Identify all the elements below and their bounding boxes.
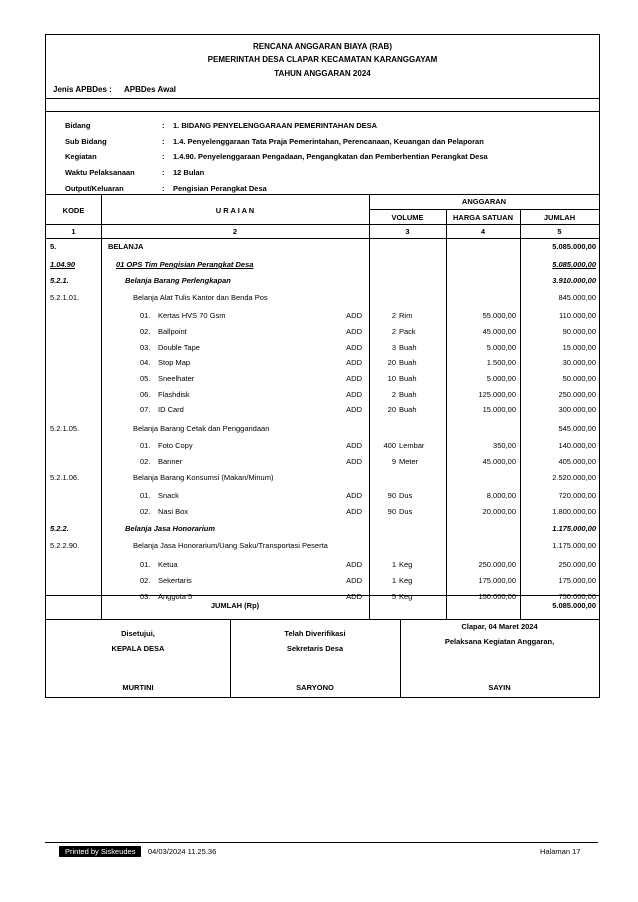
item-add-flag: ADD — [346, 405, 362, 414]
item-amount: 405.000,00 — [558, 457, 596, 466]
item-description: Sneelhater — [158, 374, 195, 383]
item-amount: 30.000,00 — [562, 358, 596, 367]
item-add-flag: ADD — [346, 592, 362, 601]
printed-by-badge: Printed by Siskeudes — [59, 846, 141, 857]
item-add-flag: ADD — [346, 358, 362, 367]
item-unit: Keg — [399, 576, 413, 585]
subbidang-value: 1.4. Penyelenggaraan Tata Praja Pemerintahan, Perencanaan, Keuangan dan Pelaporan — [173, 137, 484, 146]
item-volume: 1 — [391, 560, 396, 569]
item-amount: 110.000,00 — [559, 311, 596, 320]
item-add-flag: ADD — [346, 374, 362, 383]
row-amount: 845.000,00 — [558, 293, 596, 302]
item-volume: 3 — [391, 343, 396, 352]
item-unit-price: 20.000,00 — [482, 507, 516, 516]
item-description: Double Tape — [158, 343, 200, 352]
item-amount: 140.000,00 — [558, 441, 596, 450]
item-number: 03. — [140, 343, 151, 352]
item-unit-price: 250.000,00 — [478, 560, 516, 569]
item-amount: 250.000,00 — [558, 560, 596, 569]
item-unit-price: 150.000,00 — [478, 592, 516, 601]
item-unit-price: 1.500,00 — [486, 358, 516, 367]
item-unit-price: 45.000,00 — [482, 457, 516, 466]
item-number: 03. — [140, 592, 151, 601]
item-description: Stop Map — [158, 358, 191, 367]
row-description: Belanja Barang Konsumsi (Makan/Minum) — [133, 473, 274, 482]
sign-left-line2: KEPALA DESA — [111, 644, 165, 653]
item-unit: Keg — [399, 560, 413, 569]
item-unit-price: 125.000,00 — [478, 390, 516, 399]
item-add-flag: ADD — [346, 457, 362, 466]
item-unit-price: 5.000,00 — [486, 343, 516, 352]
item-volume: 400 — [383, 441, 396, 450]
bidang-label: Bidang — [65, 121, 91, 130]
item-number: 01. — [140, 441, 151, 450]
item-description: ID Card — [158, 405, 184, 414]
item-volume: 90 — [387, 491, 396, 500]
item-unit: Buah — [399, 343, 417, 352]
item-number: 05. — [140, 374, 151, 383]
item-description: Ballpoint — [158, 327, 187, 336]
colon: : — [162, 137, 165, 146]
item-unit-price: 350,00 — [493, 441, 516, 450]
item-number: 01. — [140, 560, 151, 569]
item-amount: 90.000,00 — [562, 327, 596, 336]
item-number: 02. — [140, 457, 151, 466]
item-add-flag: ADD — [346, 441, 362, 450]
row-code: 5.2.1.06. — [50, 473, 80, 482]
item-amount: 720.000,00 — [558, 491, 596, 500]
row-code: 5.2.1. — [50, 276, 69, 285]
document-subtitle: PEMERINTAH DESA CLAPAR KECAMATAN KARANGGAYAM — [207, 55, 438, 64]
row-amount: 5.085.000,00 — [552, 260, 596, 269]
waktu-label: Waktu Pelaksanaan — [65, 168, 135, 177]
sign-right-line2: Pelaksana Kegiatan Anggaran, — [444, 637, 555, 646]
waktu-value: 12 Bulan — [173, 168, 205, 177]
item-add-flag: ADD — [346, 576, 362, 585]
row-description: Belanja Jasa Honorarium — [125, 524, 216, 533]
item-description: Kertas HVS 70 Gsm — [158, 311, 226, 320]
row-description: Belanja Barang Perlengkapan — [125, 276, 231, 285]
document-title: RENCANA ANGGARAN BIAYA (RAB) — [253, 42, 392, 51]
item-unit-price: 55.000,00 — [482, 311, 516, 320]
item-unit-price: 15.000,00 — [482, 405, 516, 414]
item-unit: Lembar — [399, 441, 425, 450]
row-code: 5.2.1.05. — [50, 424, 80, 433]
item-unit-price: 45.000,00 — [482, 327, 516, 336]
item-description: Flashdisk — [158, 390, 190, 399]
item-volume: 20 — [387, 358, 396, 367]
bidang-value: 1. BIDANG PENYELENGGARAAN PEMERINTAHAN DESA — [173, 121, 378, 130]
item-volume: 2 — [391, 311, 396, 320]
col-kode: KODE — [62, 206, 85, 215]
col-volume: VOLUME — [391, 213, 424, 222]
item-number: 04. — [140, 358, 151, 367]
item-description: Sekertaris — [158, 576, 192, 585]
col-num-1: 1 — [71, 227, 76, 236]
item-number: 07. — [140, 405, 151, 414]
sign-mid-line2: Sekretaris Desa — [286, 644, 344, 653]
item-amount: 175.000,00 — [558, 576, 596, 585]
row-description: Belanja Barang Cetak dan Penggandaan — [133, 424, 270, 433]
col-anggaran: ANGGARAN — [461, 197, 507, 206]
col-num-5: 5 — [557, 227, 562, 236]
colon: : — [162, 168, 165, 177]
total-label: JUMLAH (Rp) — [210, 601, 260, 610]
col-jumlah: JUMLAH — [543, 213, 576, 222]
item-volume: 2 — [391, 390, 396, 399]
print-timestamp: 04/03/2024 11.25.36 — [148, 847, 217, 856]
col-num-3: 3 — [405, 227, 410, 236]
colon: : — [162, 121, 165, 130]
item-unit: Rim — [399, 311, 413, 320]
row-amount: 1.175.000,00 — [552, 541, 596, 550]
item-add-flag: ADD — [346, 560, 362, 569]
row-amount: 3.910.000,00 — [552, 276, 596, 285]
item-add-flag: ADD — [346, 327, 362, 336]
item-number: 01. — [140, 311, 151, 320]
apbdes-value: APBDes Awal — [124, 85, 177, 94]
item-description: Banner — [158, 457, 183, 466]
sign-mid-line1: Telah Diverifikasi — [284, 629, 346, 638]
budget-year: TAHUN ANGGARAN 2024 — [274, 69, 371, 78]
rab-document — [45, 34, 600, 698]
item-volume: 90 — [387, 507, 396, 516]
row-code: 1.04.90 — [50, 260, 76, 269]
item-description: Ketua — [158, 560, 178, 569]
colon: : — [162, 152, 165, 161]
item-number: 02. — [140, 576, 151, 585]
total-value: 5.085.000,00 — [552, 601, 596, 610]
item-number: 06. — [140, 390, 151, 399]
row-amount: 545.000,00 — [558, 424, 596, 433]
item-unit: Buah — [399, 374, 417, 383]
col-num-2: 2 — [232, 227, 238, 236]
col-harga: HARGA SATUAN — [453, 213, 513, 222]
sign-left-name: MURTINI — [122, 683, 154, 692]
item-add-flag: ADD — [346, 491, 362, 500]
apbdes-label: Jenis APBDes : — [53, 85, 112, 94]
item-amount: 50.000,00 — [562, 374, 596, 383]
item-amount: 1.800.000,00 — [552, 507, 596, 516]
item-unit: Meter — [399, 457, 419, 466]
item-amount: 15.000,00 — [562, 343, 596, 352]
item-description: Anggota 5 — [158, 592, 193, 601]
item-volume: 10 — [387, 374, 396, 383]
col-num-4: 4 — [480, 227, 486, 236]
item-volume: 9 — [391, 457, 396, 466]
item-unit: Dus — [399, 507, 413, 516]
item-unit: Buah — [399, 358, 417, 367]
sign-right-name: SAYIN — [488, 683, 511, 692]
page-number: Halaman 17 — [540, 847, 581, 856]
row-description: Belanja Alat Tulis Kantor dan Benda Pos — [133, 293, 268, 302]
item-description: Foto Copy — [158, 441, 193, 450]
output-label: Output/Keluaran — [65, 184, 124, 193]
item-volume: 1 — [391, 576, 396, 585]
row-amount: 1.175.000,00 — [552, 524, 596, 533]
item-unit: Keg — [399, 592, 413, 601]
colon: : — [162, 184, 165, 193]
row-description: 01 OPS Tim Pengisian Perangkat Desa — [116, 260, 254, 269]
sign-right-line1: Clapar, 04 Maret 2024 — [461, 622, 538, 631]
item-description: Nasi Box — [158, 507, 189, 516]
sign-mid-name: SARYONO — [296, 683, 334, 692]
subbidang-label: Sub Bidang — [65, 137, 107, 146]
item-amount: 250.000,00 — [558, 390, 596, 399]
item-number: 02. — [140, 327, 151, 336]
col-uraian: U R A I A N — [215, 206, 255, 215]
item-unit: Dus — [399, 491, 413, 500]
item-number: 01. — [140, 491, 151, 500]
output-value: Pengisian Perangkat Desa — [173, 184, 267, 193]
row-amount: 2.520.000,00 — [552, 473, 596, 482]
item-add-flag: ADD — [346, 311, 362, 320]
item-amount: 300.000,00 — [558, 405, 596, 414]
item-unit-price: 5.000,00 — [486, 374, 516, 383]
item-unit: Buah — [399, 405, 417, 414]
item-description: Snack — [158, 491, 179, 500]
item-add-flag: ADD — [346, 390, 362, 399]
item-add-flag: ADD — [346, 343, 362, 352]
sign-left-line1: Disetujui, — [121, 629, 155, 638]
row-description: BELANJA — [108, 242, 144, 251]
row-code: 5.2.2.90. — [50, 541, 80, 550]
item-unit-price: 8.000,00 — [486, 491, 516, 500]
item-volume: 5 — [391, 592, 396, 601]
item-volume: 20 — [387, 405, 396, 414]
item-unit-price: 175.000,00 — [478, 576, 516, 585]
item-number: 02. — [140, 507, 151, 516]
kegiatan-label: Kegiatan — [65, 152, 97, 161]
row-code: 5.2.2. — [50, 524, 69, 533]
item-unit: Buah — [399, 390, 417, 399]
row-amount: 5.085.000,00 — [552, 242, 596, 251]
row-code: 5. — [50, 242, 57, 251]
row-description: Belanja Jasa Honorarium/Uang Saku/Transportasi Peserta — [133, 541, 328, 550]
row-code: 5.2.1.01. — [50, 293, 80, 302]
item-add-flag: ADD — [346, 507, 362, 516]
item-unit: Pack — [399, 327, 416, 336]
item-volume: 2 — [391, 327, 396, 336]
kegiatan-value: 1.4.90. Penyelenggaraan Pengadaan, Pengangkatan dan Pemberhentian Perangkat Desa — [173, 152, 488, 161]
item-amount: 750.000,00 — [558, 592, 596, 601]
